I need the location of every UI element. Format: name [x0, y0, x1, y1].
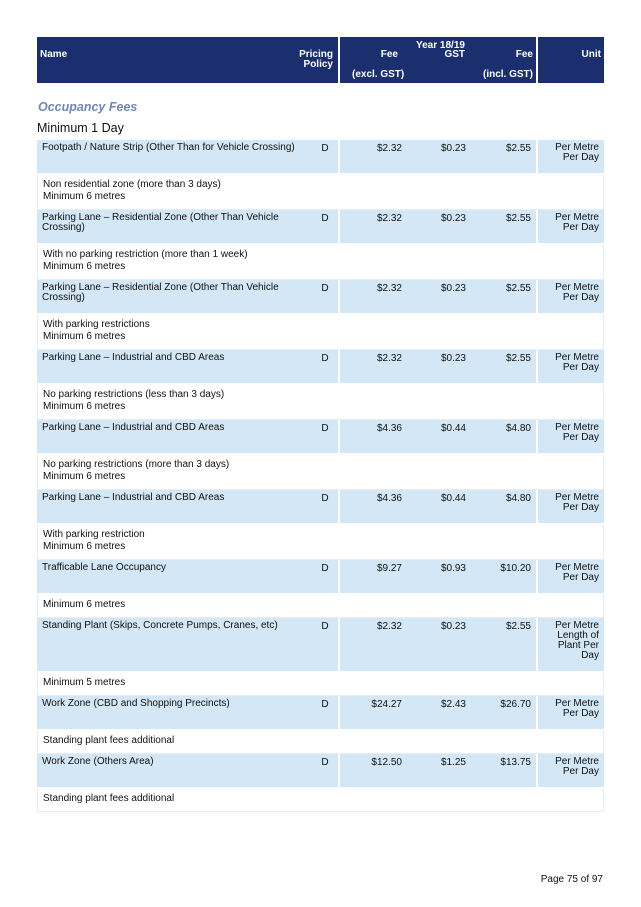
fee-note: Standing plant fees additional: [43, 735, 175, 746]
fee-excl-gst: $4.36: [376, 493, 402, 504]
fee-unit-line: Per Metre: [555, 142, 599, 153]
fee-excl-gst: $2.32: [376, 353, 402, 364]
fee-item-name: [42, 353, 297, 363]
column-divider: [338, 420, 340, 453]
fee-excl-gst: $2.32: [376, 213, 402, 224]
fee-row-notes: [37, 525, 604, 560]
fee-note: With parking restriction: [43, 529, 145, 540]
fee-unit-line: Per Metre: [555, 212, 599, 223]
fee-note: Minimum 6 metres: [43, 401, 126, 412]
fee-item-name-line: Crossing): [42, 292, 85, 303]
fee-item-name-line: Crossing): [42, 222, 85, 233]
fee-unit-line: Per Day: [562, 502, 599, 513]
pricing-policy: D: [321, 621, 329, 632]
fee-item-name-line: Parking Lane – Industrial and CBD Areas: [42, 422, 225, 433]
header-year-cell: [340, 37, 536, 83]
fee-unit-line: Per Metre: [555, 422, 599, 433]
fee-unit: [539, 283, 599, 303]
header-name-cell: [37, 37, 338, 83]
fee-table: [37, 140, 604, 812]
fee-unit-line: Per Day: [562, 292, 599, 303]
fee-unit: [539, 757, 599, 777]
fee-unit-line: Per Metre: [555, 492, 599, 503]
column-divider: [536, 754, 538, 787]
fee-note: Minimum 6 metres: [43, 191, 126, 202]
column-divider: [536, 560, 538, 593]
pricing-policy: D: [321, 699, 329, 710]
fee-item-name-line: Parking Lane – Residential Zone (Other Than Vehicle: [42, 282, 279, 293]
fee-row: [37, 696, 604, 731]
fee-row: [37, 618, 604, 673]
column-divider: [338, 618, 340, 671]
gst-amount: $0.23: [440, 283, 466, 294]
fee-excl-gst: $24.27: [371, 699, 402, 710]
fee-unit-line: Day: [581, 650, 599, 661]
column-divider: [536, 490, 538, 523]
fee-incl-gst: $10.20: [500, 563, 531, 574]
fee-item-name-line: Parking Lane – Industrial and CBD Areas: [42, 492, 225, 503]
fee-item-name: [42, 283, 297, 303]
header-fee-incl-sub: (incl. GST): [483, 69, 533, 80]
gst-amount: $0.23: [440, 621, 466, 632]
fee-table-header: [37, 37, 604, 83]
fee-row-notes: [37, 385, 604, 420]
fee-excl-gst: $2.32: [376, 283, 402, 294]
gst-amount: $0.93: [440, 563, 466, 574]
fee-row-notes: [37, 315, 604, 350]
fee-unit-line: Per Metre: [555, 562, 599, 573]
fee-row: [37, 754, 604, 789]
fee-unit: [539, 213, 599, 233]
fee-unit: [539, 493, 599, 513]
gst-amount: $2.43: [440, 699, 466, 710]
fee-unit-line: Plant Per: [557, 640, 599, 651]
gst-amount: $0.23: [440, 353, 466, 364]
fee-incl-gst: $2.55: [505, 143, 531, 154]
fee-item-name-line: Footpath / Nature Strip (Other Than for Vehicle Crossing): [42, 142, 295, 153]
column-divider: [338, 210, 340, 243]
column-divider: [338, 696, 340, 729]
fee-item-name: [42, 563, 297, 573]
fee-row-notes: [37, 595, 604, 618]
fee-unit: [539, 621, 599, 661]
fee-note: With no parking restriction (more than 1 week): [43, 249, 248, 260]
fee-row: [37, 420, 604, 455]
fee-excl-gst: $9.27: [376, 563, 402, 574]
fee-incl-gst: $2.55: [505, 621, 531, 632]
fee-item-name: [42, 213, 297, 233]
fee-unit-line: Per Metre: [555, 756, 599, 767]
pricing-policy: D: [321, 283, 329, 294]
fee-row-notes: [37, 673, 604, 696]
fee-unit-line: Per Day: [562, 432, 599, 443]
pricing-policy: D: [321, 423, 329, 434]
fee-note: Minimum 6 metres: [43, 599, 126, 610]
fee-item-name: [42, 621, 297, 631]
fee-item-name: [42, 143, 297, 153]
fee-incl-gst: $4.80: [505, 493, 531, 504]
column-divider: [338, 350, 340, 383]
fee-item-name-line: Standing Plant (Skips, Concrete Pumps, Cranes, etc): [42, 620, 278, 631]
fee-incl-gst: $2.55: [505, 283, 531, 294]
header-name: Name: [40, 49, 68, 60]
sub-title: Minimum 1 Day: [37, 121, 124, 135]
fee-unit: [539, 353, 599, 373]
fee-row-notes: [37, 731, 604, 754]
column-divider: [338, 560, 340, 593]
column-divider: [536, 696, 538, 729]
pricing-policy: D: [321, 563, 329, 574]
fee-item-name-line: Parking Lane – Residential Zone (Other Than Vehicle: [42, 212, 279, 223]
fee-unit-line: Per Metre: [555, 352, 599, 363]
fee-note: Standing plant fees additional: [43, 793, 175, 804]
fee-unit-line: Per Metre: [555, 282, 599, 293]
fee-incl-gst: $2.55: [505, 213, 531, 224]
fee-item-name: [42, 493, 297, 503]
fee-item-name: [42, 757, 297, 767]
fee-unit-line: Per Metre: [555, 698, 599, 709]
fee-note: Minimum 6 metres: [43, 471, 126, 482]
fee-item-name-line: Work Zone (CBD and Shopping Precincts): [42, 698, 230, 709]
fee-unit: [539, 423, 599, 443]
pricing-policy: D: [321, 213, 329, 224]
pricing-policy: D: [321, 757, 329, 768]
gst-amount: $1.25: [440, 757, 466, 768]
fee-row: [37, 280, 604, 315]
fee-unit: [539, 699, 599, 719]
header-unit-cell: [538, 37, 604, 83]
fee-unit-line: Per Day: [562, 362, 599, 373]
fee-unit-line: Per Metre: [555, 620, 599, 631]
header-policy: Policy: [303, 59, 333, 70]
section-title: Occupancy Fees: [38, 100, 138, 114]
header-unit: Unit: [581, 49, 601, 60]
gst-amount: $0.44: [440, 423, 466, 434]
fee-note: Minimum 6 metres: [43, 331, 126, 342]
column-divider: [338, 490, 340, 523]
page-number: Page 75 of 97: [540, 874, 603, 885]
column-divider: [536, 280, 538, 313]
fee-incl-gst: $2.55: [505, 353, 531, 364]
pricing-policy: D: [321, 353, 329, 364]
column-divider: [536, 140, 538, 173]
fee-row-notes: [37, 455, 604, 490]
column-divider: [536, 618, 538, 671]
gst-amount: $0.23: [440, 143, 466, 154]
fee-row: [37, 140, 604, 175]
fee-note: With parking restrictions: [43, 319, 150, 330]
header-fee-incl: Fee: [515, 49, 533, 60]
fee-unit-line: Length of: [557, 630, 599, 641]
fee-note: No parking restrictions (less than 3 days): [43, 389, 225, 400]
fee-excl-gst: $2.32: [376, 621, 402, 632]
fee-note: Minimum 5 metres: [43, 677, 126, 688]
column-divider: [536, 350, 538, 383]
fee-unit: [539, 143, 599, 163]
fee-incl-gst: $26.70: [500, 699, 531, 710]
column-divider: [536, 420, 538, 453]
header-fee-excl: (excl. GST): [352, 69, 405, 80]
fee-unit-line: Per Day: [562, 222, 599, 233]
fee-row: [37, 490, 604, 525]
gst-amount: $0.23: [440, 213, 466, 224]
fee-unit-line: Per Day: [562, 572, 599, 583]
fee-row: [37, 560, 604, 595]
fee-unit: [539, 563, 599, 583]
column-divider: [338, 140, 340, 173]
header-pricing: Pricing: [299, 49, 333, 60]
fee-item-name-line: Work Zone (Others Area): [42, 756, 154, 767]
fee-note: Minimum 6 metres: [43, 541, 126, 552]
pricing-policy: D: [321, 493, 329, 504]
fee-item-name: [42, 699, 297, 709]
fee-item-name: [42, 423, 297, 433]
fee-incl-gst: $4.80: [505, 423, 531, 434]
fee-note: Non residential zone (more than 3 days): [43, 179, 221, 190]
fee-excl-gst: $2.32: [376, 143, 402, 154]
fee-item-name-line: Parking Lane – Industrial and CBD Areas: [42, 352, 225, 363]
fee-note: No parking restrictions (more than 3 days): [43, 459, 230, 470]
fee-row-notes: [37, 789, 604, 812]
fee-incl-gst: $13.75: [500, 757, 531, 768]
column-divider: [536, 210, 538, 243]
fee-row-notes: [37, 245, 604, 280]
header-fee: Fee: [380, 49, 398, 60]
pricing-policy: D: [321, 143, 329, 154]
fee-row: [37, 210, 604, 245]
fee-unit-line: Per Day: [562, 152, 599, 163]
gst-amount: $0.44: [440, 493, 466, 504]
fee-note: Minimum 6 metres: [43, 261, 126, 272]
fee-row: [37, 350, 604, 385]
fee-excl-gst: $12.50: [371, 757, 402, 768]
header-gst: GST: [444, 49, 465, 60]
column-divider: [338, 280, 340, 313]
fee-unit-line: Per Day: [562, 766, 599, 777]
fee-row-notes: [37, 175, 604, 210]
column-divider: [338, 754, 340, 787]
fee-unit-line: Per Day: [562, 708, 599, 719]
fee-excl-gst: $4.36: [376, 423, 402, 434]
fee-item-name-line: Trafficable Lane Occupancy: [42, 562, 166, 573]
header-year: Year 18/19: [416, 40, 465, 51]
